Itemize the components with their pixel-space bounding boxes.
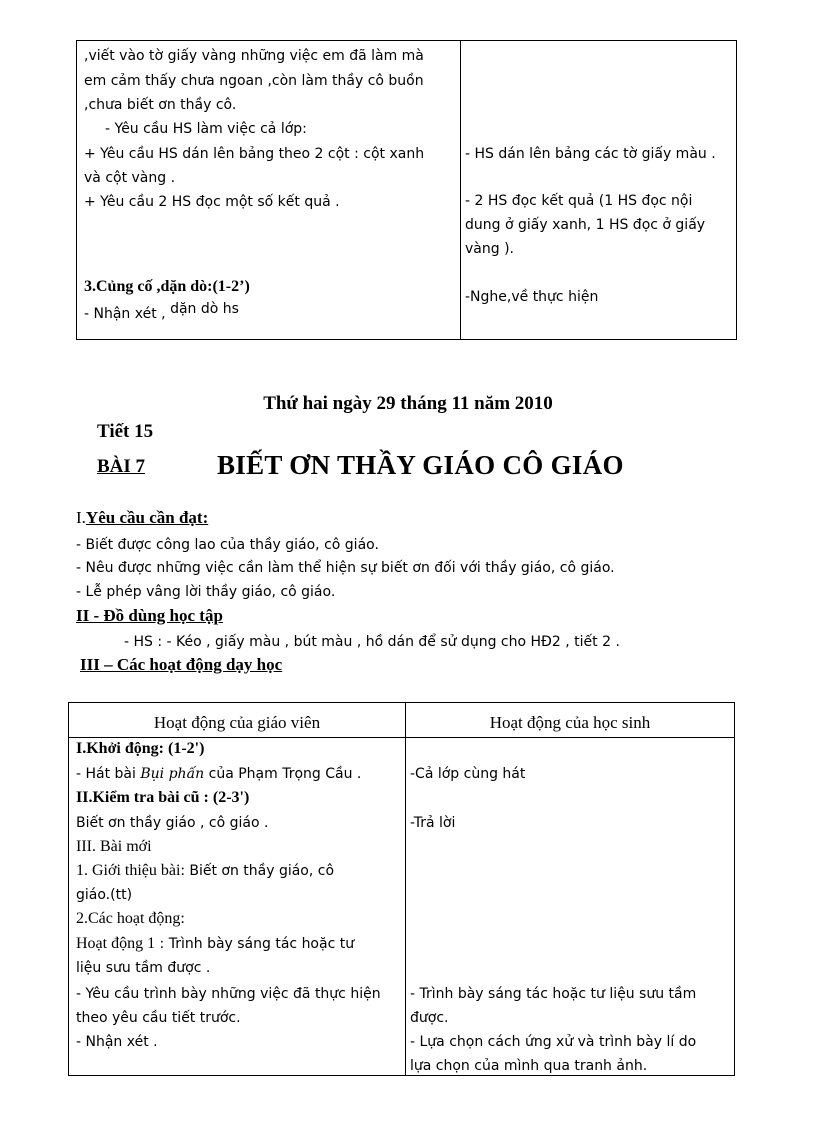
top-right-line-3: dung ở giấy xanh, 1 HS đọc ở giấy [465,217,706,233]
teacher-comment: - Nhận xét . [76,1034,158,1050]
lesson-title: BIẾT ƠN THẦY GIÁO CÔ GIÁO [217,450,624,480]
requirements-heading [76,508,208,528]
requirements-prefix: I. [76,508,86,527]
student-choose-cont: lựa chọn của mình qua tranh ảnh. [410,1058,648,1074]
student-column-header: Hoạt động của học sinh [489,713,651,732]
column-divider [460,41,461,339]
student-answer: -Trả lời [410,815,456,831]
top-right-line-5: -Nghe,về thực hiện [465,289,599,305]
top-left-last-line [84,301,239,323]
period-label: Tiết 15 [97,421,154,442]
top-left-line-4: - Yêu cầu HS làm việc cả lớp: [105,121,307,137]
activity1-cont: liệu sưu tầm được . [76,960,211,976]
review-heading: II.Kiểm tra bài cũ : (2-3') [76,789,250,806]
materials-item: - HS : - Kéo , giấy màu , bút màu , hồ dán để sử dụng cho HĐ2 , tiết 2 . [124,634,620,650]
student-sing: -Cả lớp cùng hát [410,766,526,782]
top-left-line-5: + Yêu cầu HS dán lên bảng theo 2 cột : cột xanh [84,146,425,162]
column-divider [405,703,406,1075]
song-title: Bụi phấn [140,766,205,782]
teacher-request-cont: theo yêu cầu tiết trước. [76,1010,241,1026]
requirement-item-1: - Biết được công lao của thầy giáo, cô giáo. [76,537,379,553]
student-present-cont: được. [410,1010,449,1026]
activity1-line [76,935,354,953]
top-left-line-3: ,chưa biết ơn thầy cô. [84,97,237,113]
student-present: - Trình bày sáng tác hoặc tư liệu sưu tầm [410,986,697,1002]
activity1-text: : Trình bày sáng tác hoặc tư [155,936,355,952]
teacher-request: - Yêu cầu trình bày những việc đã thực hiện [76,986,381,1002]
review-question: Biết ơn thầy giáo , cô giáo . [76,815,269,831]
intro-label: 1. Giới thiệu bài: [76,862,185,879]
lesson-number: BÀI 7 [97,456,146,477]
header-divider [69,737,734,738]
materials-heading: II - Đồ dùng học tập [76,606,223,625]
song-suffix: của Phạm Trọng Cầu . [204,766,362,782]
consolidation-heading: 3.Củng cố ,dặn dò:(1-2’) [84,278,250,295]
new-lesson-heading: III. Bài mới [76,838,152,855]
date-line: Thứ hai ngày 29 tháng 11 năm 2010 [263,393,553,414]
top-right-line-1: - HS dán lên bảng các tờ giấy màu . [465,146,716,162]
comment-text: - Nhận xét , [84,306,166,322]
top-left-line-7: + Yêu cầu 2 HS đọc một số kết quả . [84,194,340,210]
top-left-line-6: và cột vàng . [84,170,176,186]
warmup-heading: I.Khởi động: (1-2') [76,740,205,757]
top-right-line-4: vàng ). [465,241,514,257]
requirement-item-3: - Lễ phép vâng lời thầy giáo, cô giáo. [76,584,336,600]
activities-subheading: 2.Các hoạt động: [76,910,185,927]
homework-text: dặn dò hs [170,301,239,317]
activities-heading: III – Các hoạt động dạy học [80,655,283,674]
song-line [76,765,361,783]
teacher-column-header: Hoạt động của giáo viên [153,713,321,732]
requirements-title: Yêu cầu cần đạt: [85,508,209,527]
activity1-label: Hoạt động 1 [76,935,156,952]
song-prefix: - Hát bài [76,766,141,782]
student-choose: - Lựa chọn cách ứng xử và trình bày lí do [410,1034,697,1050]
top-right-line-2: - 2 HS đọc kết quả (1 HS đọc nội [465,193,693,209]
intro-cont: giáo.(tt) [76,887,133,903]
intro-text: Biết ơn thầy giáo, cô [184,863,335,879]
requirement-item-2: - Nêu được những việc cần làm thể hiện sự biết ơn đối với thầy giáo, cô giáo. [76,560,615,576]
top-left-line-1: ,viết vào tờ giấy vàng những việc em đã làm mà [84,48,424,64]
top-left-line-2: em cảm thấy chưa ngoan ,còn làm thầy cô buồn [84,73,424,89]
intro-line [76,862,334,880]
